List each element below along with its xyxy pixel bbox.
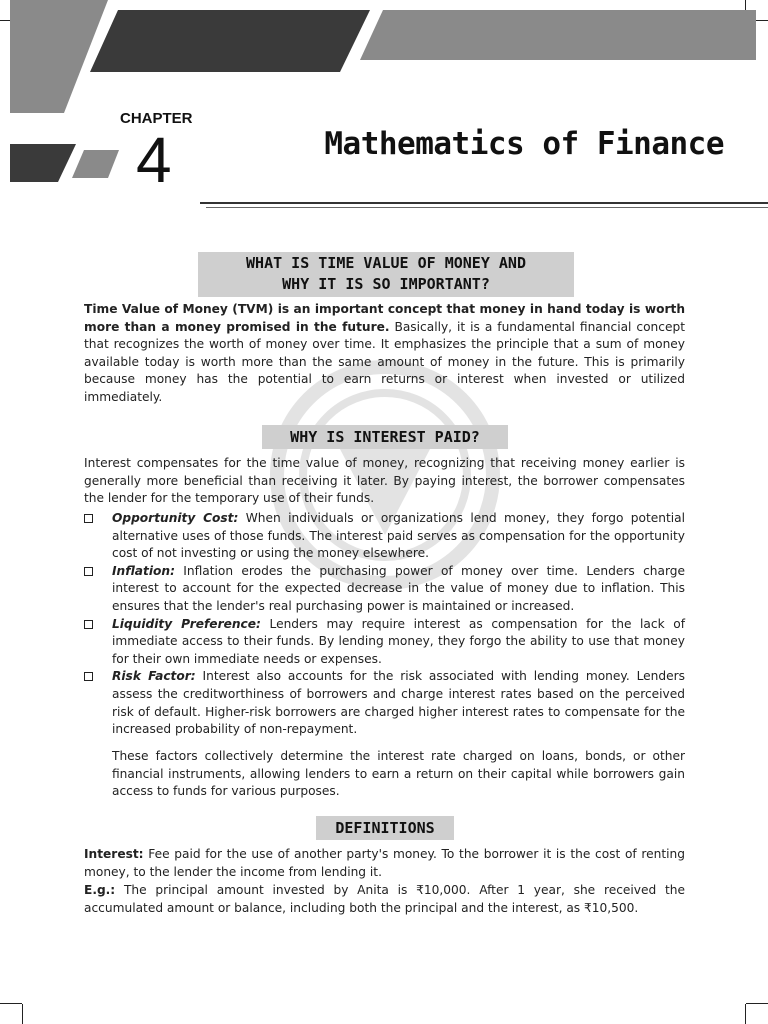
definition-term: Interest: — [84, 847, 144, 861]
section-heading-line: WHAT IS TIME VALUE OF MONEY AND — [246, 254, 526, 272]
interest-closing: These factors collectively determine the interest rate charged on loans, bonds, or other financial instruments, allowing lenders to earn a return on their capital while borrowers gain access to funds for various purposes. — [112, 749, 685, 799]
title-rule-thin — [206, 207, 768, 208]
checkbox-bullet-icon — [84, 514, 93, 523]
chapter-marker-decoration — [10, 144, 130, 184]
chapter-title: Mathematics of Finance — [324, 126, 724, 162]
chapter-number: 4 — [136, 124, 172, 196]
example-term: E.g.: — [84, 883, 116, 897]
interest-intro: Interest compensates for the time value of money, recognizing that receiving money earlier is generally more beneficial than receiving it later. By paying interest, the borrower compensates the lender for the temporary use of their funds. — [84, 456, 685, 506]
tvm-definition: Time Value of Money (TVM) is an important concept that money in hand today is worth more than a money promised in the future. — [84, 302, 685, 334]
title-rule — [200, 202, 768, 204]
checkbox-bullet-icon — [84, 567, 93, 576]
section-heading-line: WHY IT IS SO IMPORTANT? — [282, 275, 490, 293]
crop-mark — [22, 1004, 23, 1024]
definition-example: E.g.: The principal amount invested by Anita is ₹10,000. After 1 year, she received the accumulated amount or balance, including both the principal and the interest, as ₹10,500. — [84, 883, 685, 915]
list-item: Inflation: Inflation erodes the purchasing power of money over time. Lenders charge interest to account for the expected decrease in the value of money due to inflation. This ensures that the lender's real purchasing power is maintained or increased. — [84, 563, 685, 616]
definition-interest: Interest: Fee paid for the use of another party's money. To the borrower it is the cost of renting money, to the lender the income from lending it. — [84, 847, 685, 879]
crop-mark — [0, 1003, 22, 1004]
list-item: Opportunity Cost: When individuals or organizations lend money, they forgo potential alternative uses of those funds. The interest paid serves as compensation for the opportunity cost of not investing or using the money elsewhere. — [84, 510, 685, 563]
section-heading-definitions: DEFINITIONS — [316, 816, 454, 840]
tvm-explanation: Basically, it is a fundamental financial concept that recognizes the worth of money over time. It emphasizes the principle that a sum of money available today is worth more than the same amount of money in the future. This is primarily because money has the potential to earn returns or interest when invested or utilized immediately. — [84, 319, 685, 404]
section-heading-interest: WHY IS INTEREST PAID? — [262, 425, 508, 449]
tvm-paragraph — [84, 301, 685, 407]
section-heading-tvm — [198, 252, 574, 297]
header-decoration — [0, 0, 768, 115]
crop-mark — [746, 1003, 768, 1004]
checkbox-bullet-icon — [84, 620, 93, 629]
list-item: Risk Factor: Interest also accounts for the risk associated with lending money. Lenders assess the creditworthiness of borrowers and charge interest rates based on the perceived risk of default. Higher-risk borrowers are charged higher interest rates to compensate for the increased probability of non-repayment. — [84, 668, 685, 738]
list-item: Liquidity Preference: Lenders may require interest as compensation for the lack of immediate access to their funds. By lending money, they forgo the ability to use that money for their own immediate needs or expenses. — [84, 616, 685, 669]
checkbox-bullet-icon — [84, 672, 93, 681]
crop-mark — [745, 1004, 746, 1024]
interest-reasons-list — [84, 510, 685, 739]
chapter-label: CHAPTER — [120, 110, 193, 127]
